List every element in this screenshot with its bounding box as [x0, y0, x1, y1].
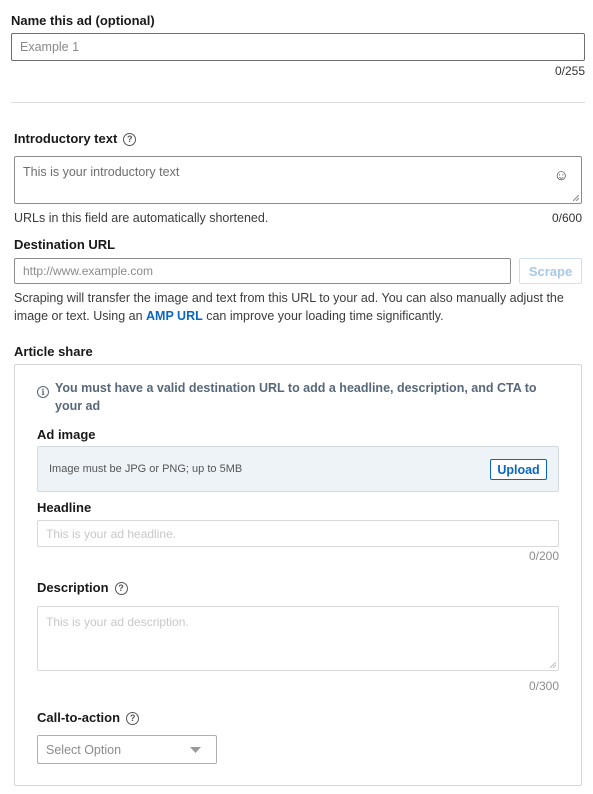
- amp-url-link[interactable]: AMP URL: [146, 309, 203, 323]
- headline-label: Headline: [37, 500, 92, 515]
- cta-selected-value: Select Option: [46, 742, 122, 757]
- ad-name-label: Name this ad (optional): [11, 13, 155, 28]
- description-label-row: [37, 580, 128, 595]
- description-counter: 0/300: [528, 679, 559, 693]
- emoji-icon[interactable]: ☺: [553, 167, 569, 184]
- ad-name-input[interactable]: Example 1: [11, 33, 585, 61]
- intro-label-row: [14, 131, 136, 146]
- help-icon[interactable]: ?: [115, 582, 128, 595]
- headline-counter: 0/200: [528, 549, 559, 563]
- intro-counter: 0/600: [551, 211, 582, 225]
- headline-input[interactable]: This is your ad headline.: [37, 520, 559, 547]
- ad-image-label: Ad image: [37, 427, 96, 442]
- resize-grip-icon[interactable]: [573, 195, 579, 201]
- description-textarea[interactable]: [37, 606, 559, 671]
- info-icon-wrap: [37, 382, 53, 396]
- cta-select[interactable]: [37, 735, 217, 764]
- destination-help-after: can improve your loading time significantly.: [202, 309, 444, 323]
- cta-label-row: [37, 710, 139, 725]
- chevron-down-icon: [190, 747, 201, 753]
- intro-label: Introductory text: [14, 131, 118, 146]
- destination-label: Destination URL: [14, 237, 116, 252]
- scrape-button[interactable]: Scrape: [519, 258, 582, 284]
- destination-url-input[interactable]: http://www.example.com: [14, 258, 511, 284]
- destination-notice: You must have a valid destination URL to add a headline, description, and CTA to your ad: [55, 381, 537, 413]
- description-placeholder: This is your ad description.: [46, 615, 189, 629]
- ad-name-counter: 0/255: [554, 64, 585, 78]
- intro-placeholder: This is your introductory text: [23, 165, 180, 179]
- help-icon[interactable]: ?: [126, 712, 139, 725]
- intro-helper: URLs in this field are automatically shortened.: [14, 211, 269, 225]
- cta-label: Call-to-action: [37, 710, 121, 725]
- description-label: Description: [37, 580, 109, 595]
- upload-button[interactable]: Upload: [490, 459, 547, 480]
- section-divider: [11, 102, 585, 103]
- ad-image-hint: Image must be JPG or PNG; up to 5MB: [49, 463, 243, 475]
- resize-grip-icon[interactable]: [550, 662, 556, 668]
- destination-help-text: [14, 289, 582, 325]
- destination-help-before: Scraping will transfer the image and text from this URL to your ad. You can also manually adjust the image or text. Using an: [14, 291, 564, 323]
- intro-textarea[interactable]: [14, 156, 582, 204]
- info-icon: i: [37, 386, 49, 398]
- article-share-label: Article share: [14, 344, 93, 359]
- help-icon[interactable]: ?: [123, 133, 136, 146]
- ad-image-dropzone[interactable]: [37, 446, 559, 492]
